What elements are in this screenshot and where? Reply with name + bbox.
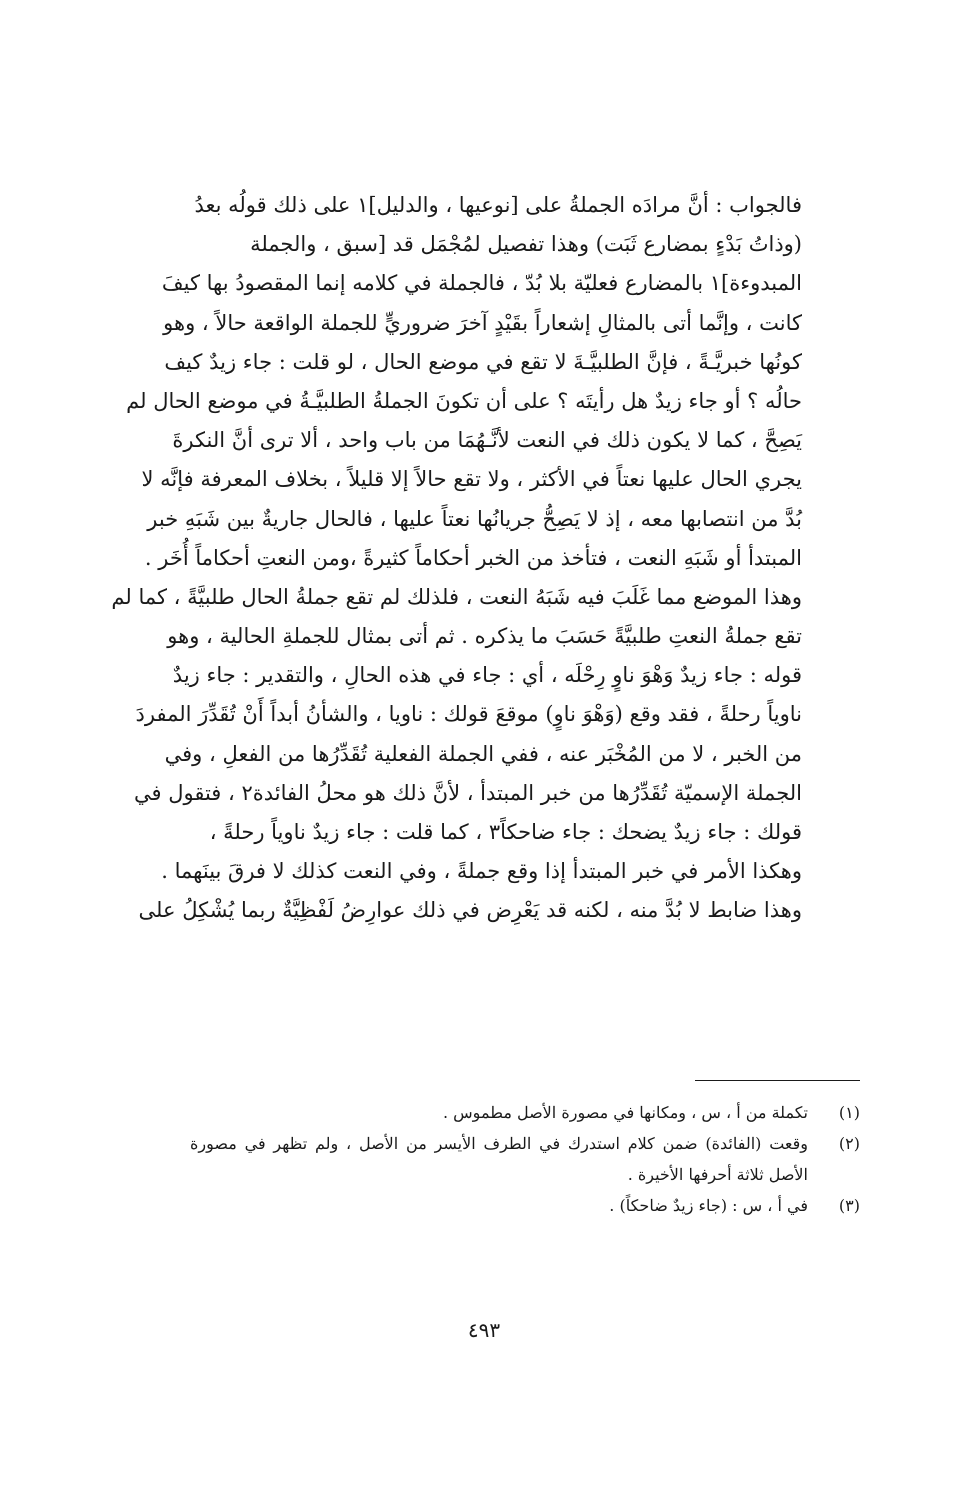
text-line: يَصِحَّ ، كما لا يكون ذلك في النعت لأنَّـهُمَا من باب واحد ، ألا ترى أنَّ النكرةَ bbox=[172, 428, 802, 453]
text-line: يجري الحال عليها نعتاً في الأكثر ، ولا تقع حالاً إلا قليلاً ، بخلاف المعرفة فإنَّه لا bbox=[141, 467, 802, 492]
footnote-number: (٣) bbox=[838, 1196, 860, 1215]
text-line: الجملة الإسميّة تُقَدِّرُها من خبر المبتدأ ، لأنَّ ذلك هو محلُ الفائدة٢ ، فتقول في bbox=[134, 780, 802, 805]
footnote-item bbox=[190, 1097, 860, 1128]
text-line: قولك : جاء زيدٌ يضحك : جاء ضاحكاً٣ ، كما قلت : جاء زيدٌ ناوياً رحلةً ، bbox=[209, 820, 802, 844]
footnote-number: (١) bbox=[838, 1103, 860, 1122]
text-line: بُدَّ من انتصابها معه ، إذ لا يَصِحُّ جريانُها نعتاً عليها ، فالحال جاريةٌ بين شَبَهِ خبر bbox=[147, 506, 802, 531]
text-line: وهذا الموضع مما غَلَبَ فيه شَبَهُ النعت ، فلذلك لم تقع جملةُ الحال طلبيَّةً ، كما لم bbox=[111, 584, 802, 609]
footnote-text: تكملة من أ ، س ، ومكانها في مصورة الأصل مطموس . bbox=[442, 1103, 808, 1122]
text-line: تقع جملةُ النعتِ طلبيَّةً حَسَبَ ما يذكره . ثم أتى بمثال للجملةِ الحالية ، وهو bbox=[167, 624, 802, 649]
footnote-separator bbox=[695, 1080, 860, 1081]
text-line: قوله : جاء زيدٌ وَهْوَ ناوٍ رِحْلَه ، أي : جاء في هذه الحالِ ، والتقدير : جاء زيدٌ bbox=[172, 663, 802, 688]
text-line: وهكذا الأمر في خبر المبتدأ إذا وقع جملةً ، وفي النعت كذلك لا فرقَ بينَهما . bbox=[161, 859, 802, 884]
text-line: كونُها خبريَّـةً ، فإنَّ الطلبيَّـةَ لا تقع في موضع الحال ، لو قلت : جاء زيدٌ كيف bbox=[164, 349, 802, 374]
footnote-item bbox=[190, 1190, 860, 1221]
text-line: المبدوءة]١ بالمضارع فعليّة بلا بُدّ ، فالجملة في كلامه إنما المقصودُ بها كيفَ bbox=[161, 271, 802, 296]
text-line: ناوياً رحلةً ، فقد وقع (وَهْوَ ناوٍ) موقعَ قولك : ناويا ، والشأنُ أبداً أَنْ تُقَدِّرَ المفردَ bbox=[135, 702, 802, 727]
footnote-number: (٢) bbox=[838, 1134, 860, 1153]
main-text bbox=[111, 186, 802, 931]
footnote-text: في أ ، س : (جاء زيدٌ ضاحكاً) . bbox=[609, 1196, 808, 1215]
text-line: من الخبر ، لا من المُخْبَر عنه ، ففي الجملة الفعلية تُقَدِّرُها من الفعلِ ، وفي bbox=[164, 741, 802, 766]
text-line: حالُه ؟ أو جاء زيدٌ هل رأيتَه ؟ على أن تكونَ الجملةُ الطلبيَّـةُ في موضع الحال لم bbox=[126, 388, 802, 413]
text-line: كانت ، وإنَّما أتى بالمثالِ إشعاراً بقَيْدٍ آخرَ ضروريٍّ للجملة الواقعة حالاً ، وهو bbox=[163, 310, 802, 335]
text-line: فالجواب : أنَّ مرادَه الجملةُ على [نوعيها ، والدليل]١ على ذلك قولُه بعدُ bbox=[194, 193, 802, 217]
text-line: المبتدأ أو شَبَهِ النعت ، فتأخذ من الخبر أحكاماً كثيرةً ،ومن النعتِ أحكاماً أُخَر . bbox=[144, 545, 802, 570]
page-number: ٤٩٣ bbox=[467, 1318, 501, 1342]
text-line: (وذاتُ بَدْءٍ بمضارع ثَبَت) وهذا تفصيل لمُجْمَل قد [سبق ، والجملة bbox=[250, 232, 802, 257]
footnote-text: وقعت (الفائدة) ضمن كلام استدرك في الطرف الأيسر من الأصل ، ولم تظهر في مصورة الأصل ثلاثة أحرفها الأخيرة . bbox=[190, 1134, 808, 1184]
text-line: وهذا ضابط لا بُدَّ منه ، لكنه قد يَعْرِض في ذلك عوارِضُ لَفْظِيَّةٌ ربما يُشْكِلُ على bbox=[138, 898, 802, 923]
footnotes bbox=[190, 1097, 860, 1221]
footnote-item bbox=[190, 1128, 860, 1190]
